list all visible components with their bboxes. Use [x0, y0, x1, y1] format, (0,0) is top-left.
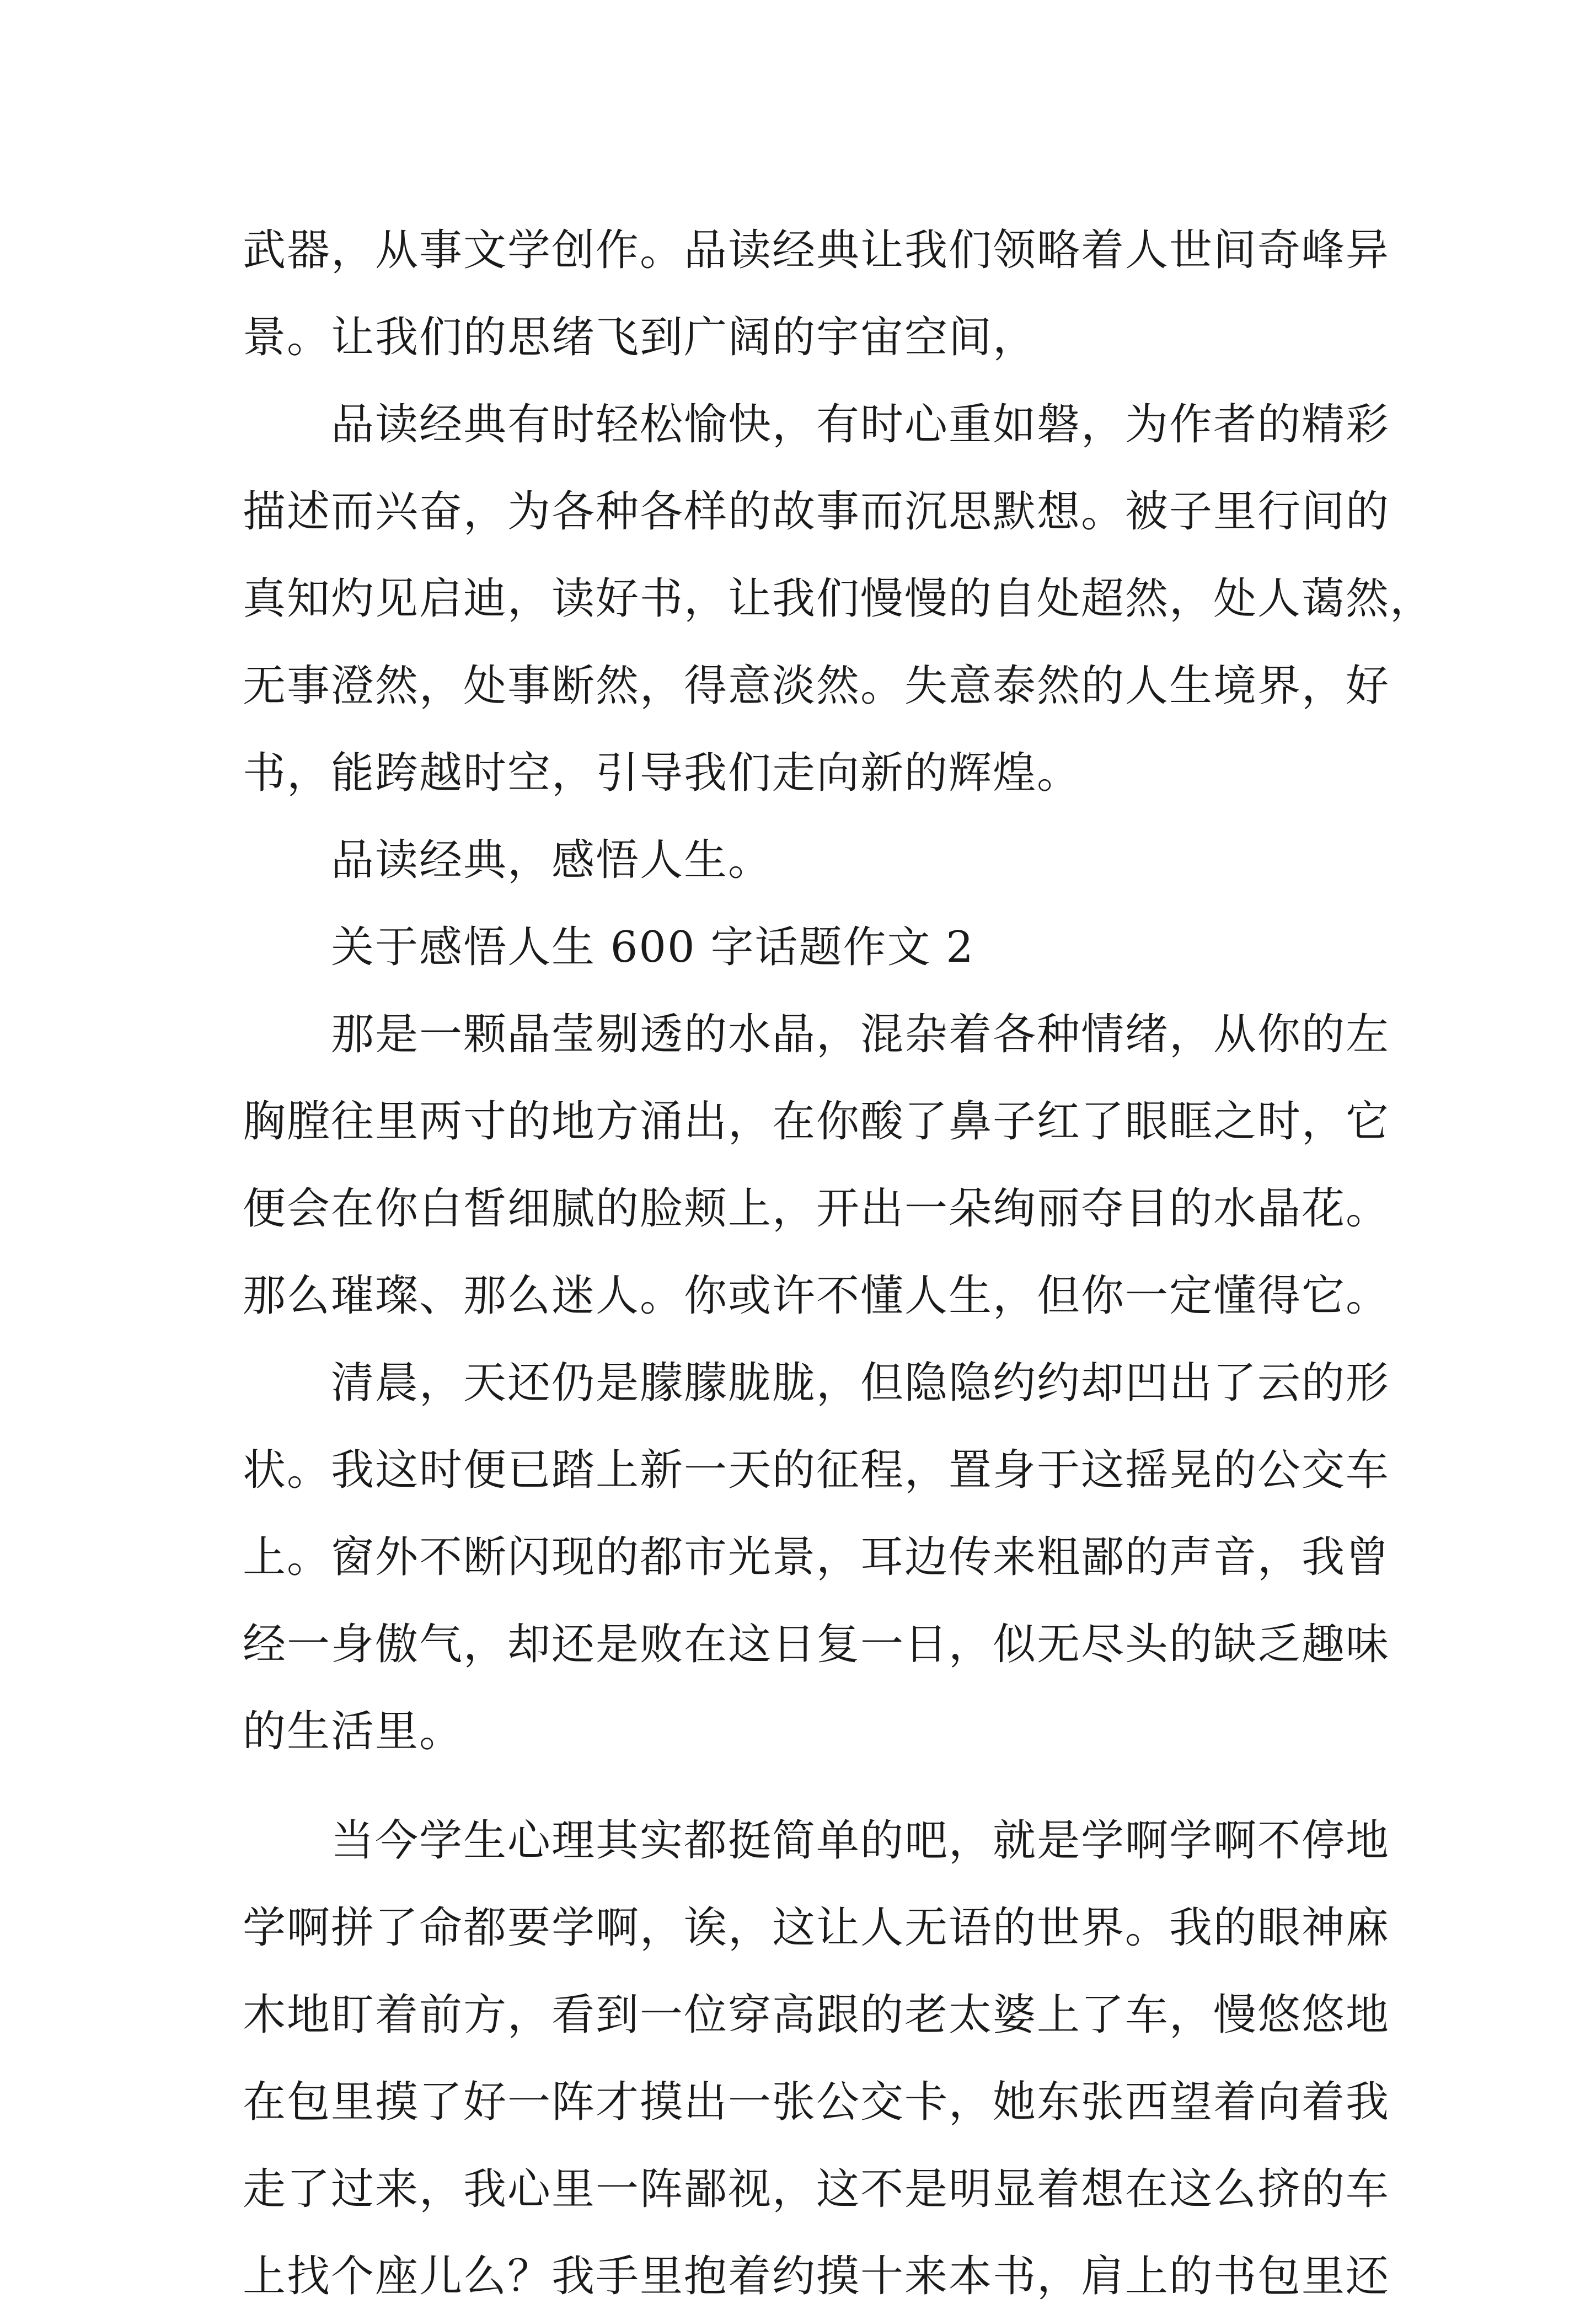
document-body	[243, 207, 1434, 2320]
text-line: 上。窗外不断闪现的都市光景，耳边传来粗鄙的声音，我曾	[243, 1533, 1390, 1582]
text-line: 品读经典，感悟人生。	[331, 835, 773, 885]
text-line: 那是一颗晶莹剔透的水晶，混杂着各种情绪，从你的左	[331, 1010, 1390, 1059]
text-line: 上找个座儿么？我手里抱着约摸十来本书，肩上的书包里还	[243, 2252, 1390, 2301]
paragraph	[243, 381, 1434, 817]
text-line: 当今学生心理其实都挺简单的吧，就是学啊学啊不停地	[331, 1816, 1390, 1866]
paragraph	[243, 1340, 1390, 1775]
text-line: 学啊拼了命都要学啊，诶，这让人无语的世界。我的眼神麻	[243, 1903, 1390, 1953]
text-line: 描述而兴奋，为各种各样的故事而沉思默想。被子里行间的	[243, 487, 1390, 537]
paragraph	[243, 817, 1368, 904]
heading-text: 关于感悟人生 600 字话题作文 2	[331, 923, 974, 972]
section-heading	[243, 904, 1368, 991]
text-line: 武器，从事文学创作。品读经典让我们领略着人世间奇峰异	[243, 226, 1390, 275]
paragraph	[243, 207, 1390, 381]
text-line: 的生活里。	[243, 1707, 464, 1756]
text-line: 经一身傲气，却还是败在这日复一日，似无尽头的缺乏趣味	[243, 1620, 1390, 1669]
paragraph	[243, 1797, 1390, 2320]
text-line: 真知灼见启迪，读好书，让我们慢慢的自处超然，处人蔼然，	[243, 574, 1434, 624]
paragraph-gap	[243, 1775, 1368, 1797]
text-line: 清晨，天还仍是朦朦胧胧，但隐隐约约却凹出了云的形	[331, 1358, 1390, 1408]
text-line: 木地盯着前方，看到一位穿高跟的老太婆上了车，慢悠悠地	[243, 1990, 1390, 2040]
text-line: 书，能跨越时空，引导我们走向新的辉煌。	[243, 748, 1081, 798]
text-line: 品读经典有时轻松愉快，有时心重如磐，为作者的精彩	[331, 400, 1390, 449]
paragraph	[243, 991, 1390, 1340]
text-line: 状。我这时便已踏上新一天的征程，置身于这摇晃的公交车	[243, 1445, 1390, 1495]
text-line: 在包里摸了好一阵才摸出一张公交卡，她东张西望着向着我	[243, 2077, 1390, 2127]
text-line: 便会在你白皙细腻的脸颊上，开出一朵绚丽夺目的水晶花。	[243, 1184, 1390, 1234]
text-line: 那么璀璨、那么迷人。你或许不懂人生，但你一定懂得它。	[243, 1271, 1390, 1321]
text-line: 景。让我们的思绪飞到广阔的宇宙空间，	[243, 313, 1037, 362]
text-line: 胸膛往里两寸的地方涌出，在你酸了鼻子红了眼眶之时，它	[243, 1097, 1390, 1146]
text-line: 无事澄然，处事断然，得意淡然。失意泰然的人生境界，好	[243, 661, 1390, 711]
text-line: 走了过来，我心里一阵鄙视，这不是明显着想在这么挤的车	[243, 2164, 1390, 2214]
